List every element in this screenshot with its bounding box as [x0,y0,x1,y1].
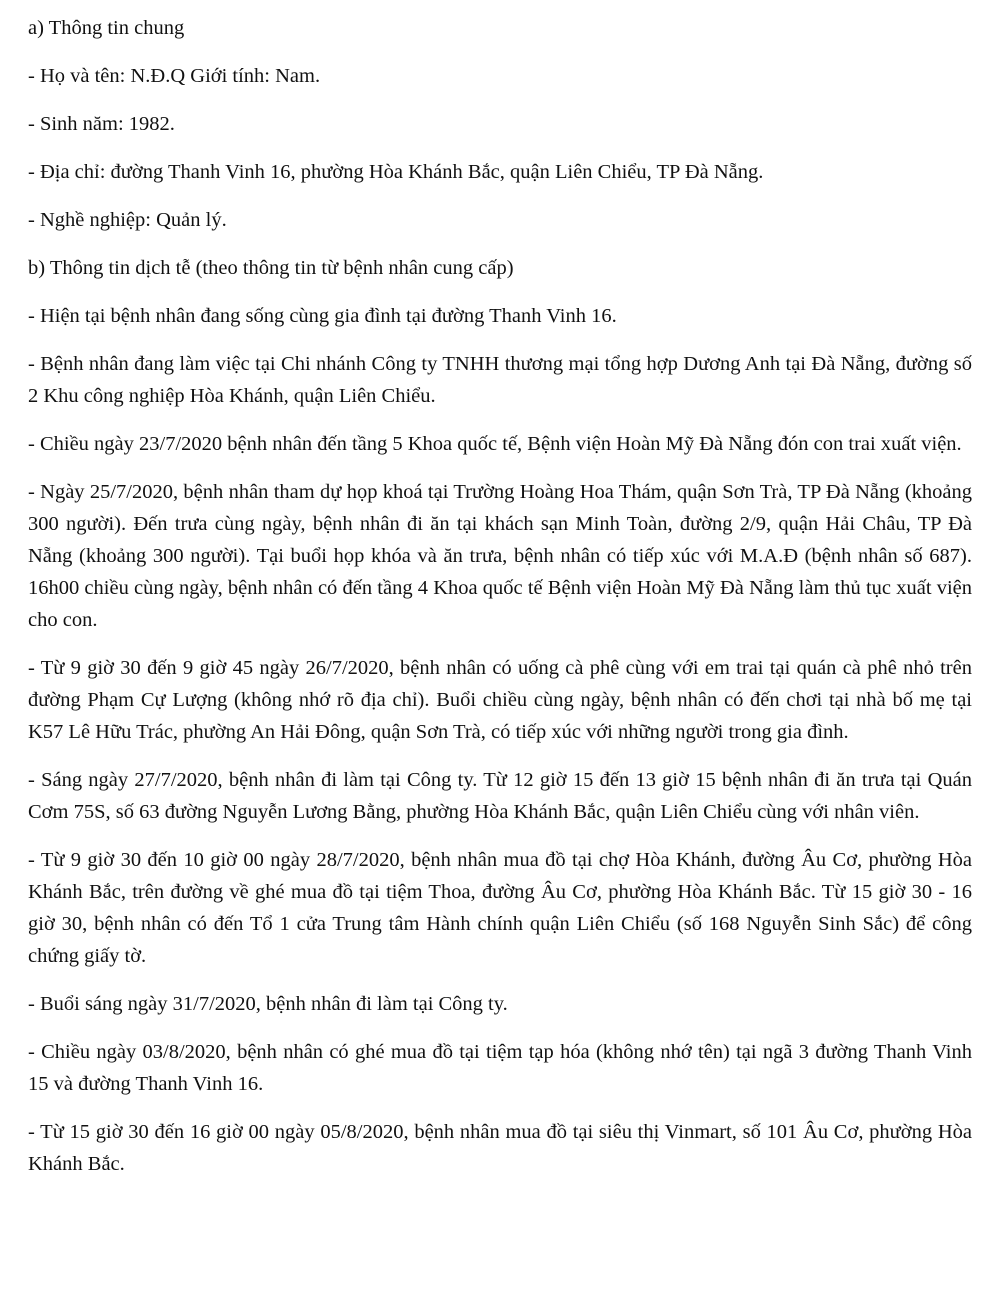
epidemiology-paragraph: - Chiều ngày 23/7/2020 bệnh nhân đến tầng 5 Khoa quốc tế, Bệnh viện Hoàn Mỹ Đà Nẵng đón con trai xuất viện. [28,433,962,455]
section-b-heading: b) Thông tin dịch tễ (theo thông tin từ bệnh nhân cung cấp) [28,257,514,279]
epidemiology-paragraph: - Từ 9 giờ 30 đến 10 giờ 00 ngày 28/7/2020, bệnh nhân mua đồ tại chợ Hòa Khánh, đường Âu Cơ, phường Hòa Khánh Bắc, trên đường về ghé mua đồ tại tiệm Thoa, đường Âu Cơ, phường Hòa Khánh Bắc. Từ 15 giờ 30 - 16 giờ 30, bệnh nhân có đến Tổ 1 cửa Trung tâm Hành chính quận Liên Chiểu (số 168 Nguyễn Sinh Sắc) để công chứng giấy tờ. [28,849,972,967]
epidemiology-paragraph: - Từ 9 giờ 30 đến 9 giờ 45 ngày 26/7/2020, bệnh nhân có uống cà phê cùng với em trai tại quán cà phê nhỏ trên đường Phạm Cự Lượng (không nhớ rõ địa chỉ). Buổi chiều cùng ngày, bệnh nhân có đến chơi tại nhà bố mẹ tại K57 Lê Hữu Trác, phường An Hải Đông, quận Sơn Trà, có tiếp xúc với những người trong gia đình. [28,657,972,743]
epidemiology-paragraph: - Chiều ngày 03/8/2020, bệnh nhân có ghé mua đồ tại tiệm tạp hóa (không nhớ tên) tại ngã 3 đường Thanh Vinh 15 và đường Thanh Vinh 16. [28,1041,972,1095]
document-body [28,12,972,1196]
epidemiology-paragraph: - Ngày 25/7/2020, bệnh nhân tham dự họp khoá tại Trường Hoàng Hoa Thám, quận Sơn Trà, TP Đà Nẵng (khoảng 300 người). Đến trưa cùng ngày, bệnh nhân đi ăn tại khách sạn Minh Toàn, đường 2/9, quận Hải Châu, TP Đà Nẵng (khoảng 300 người). Tại buổi họp khóa và ăn trưa, bệnh nhân có tiếp xúc với M.A.Đ (bệnh nhân số 687). 16h00 chiều cùng ngày, bệnh nhân có đến tầng 4 Khoa quốc tế Bệnh viện Hoàn Mỹ Đà Nẵng làm thủ tục xuất viện cho con. [28,481,972,631]
epidemiology-paragraph: - Hiện tại bệnh nhân đang sống cùng gia đình tại đường Thanh Vinh 16. [28,305,617,327]
section-a-heading: a) Thông tin chung [28,17,185,39]
epidemiology-paragraph: - Sáng ngày 27/7/2020, bệnh nhân đi làm tại Công ty. Từ 12 giờ 15 đến 13 giờ 15 bệnh nhân đi ăn trưa tại Quán Cơm 75S, số 63 đường Nguyễn Lương Bằng, phường Hòa Khánh Bắc, quận Liên Chiểu cùng với nhân viên. [28,769,972,823]
patient-name-gender: - Họ và tên: N.Đ.Q Giới tính: Nam. [28,65,321,87]
epidemiology-paragraph: - Buổi sáng ngày 31/7/2020, bệnh nhân đi làm tại Công ty. [28,993,508,1015]
epidemiology-paragraph: - Từ 15 giờ 30 đến 16 giờ 00 ngày 05/8/2020, bệnh nhân mua đồ tại siêu thị Vinmart, số 101 Âu Cơ, phường Hòa Khánh Bắc. [28,1121,972,1175]
patient-birth-year: - Sinh năm: 1982. [28,113,175,135]
epidemiology-paragraph: - Bệnh nhân đang làm việc tại Chi nhánh Công ty TNHH thương mại tổng hợp Dương Anh tại Đà Nẵng, đường số 2 Khu công nghiệp Hòa Khánh, quận Liên Chiểu. [28,353,972,407]
patient-occupation: - Nghề nghiệp: Quản lý. [28,209,227,231]
patient-address: - Địa chỉ: đường Thanh Vinh 16, phường Hòa Khánh Bắc, quận Liên Chiểu, TP Đà Nẵng. [28,161,764,183]
